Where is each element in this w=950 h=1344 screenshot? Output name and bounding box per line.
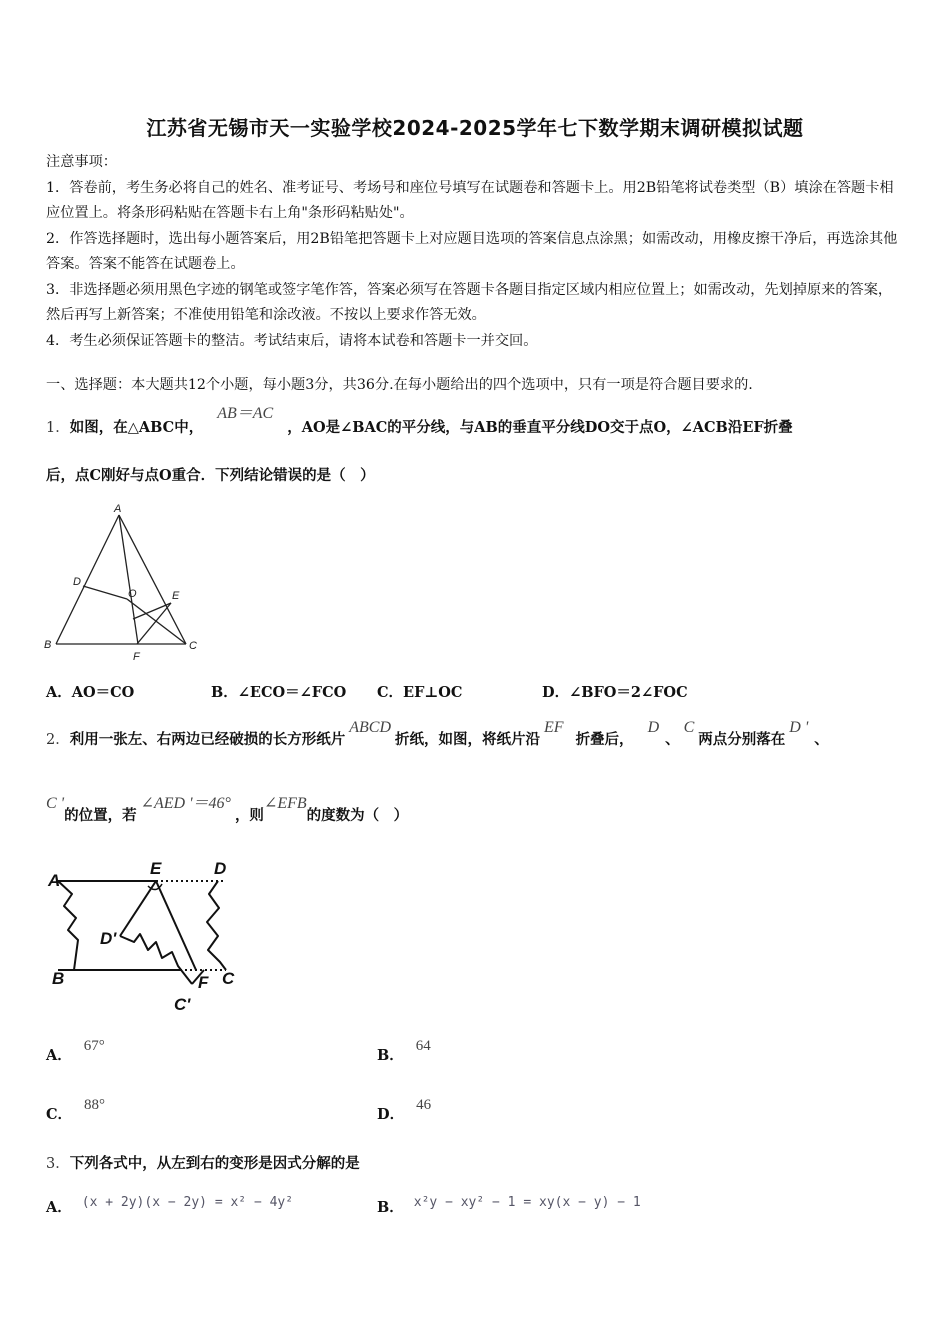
option-d: D．46 (377, 1097, 432, 1123)
math-expression: ABCD (349, 719, 392, 736)
figure-label: C' (174, 995, 191, 1014)
figure-label: C (222, 969, 235, 988)
question-number: 2． (46, 732, 70, 748)
question-1-line2: 后，点C刚好与点O重合．下列结论错误的是（ ） (46, 467, 375, 484)
option-c: C．88° (46, 1097, 106, 1123)
figure-label: A (114, 503, 122, 515)
option-a: A．67° (46, 1038, 105, 1064)
notice-item: 1．答卷前，考生务必将自己的姓名、准考证号、考场号和座位号填写在试题卷和答题卡上。用2B铅笔将试卷类型（B）填涂在答题卡相应位置上。将条形码粘贴在答题卡右上角"条形码粘贴处"。 (46, 179, 894, 221)
question-number: 1． (46, 420, 70, 436)
figure-label: F (198, 973, 209, 992)
figure-label: O (128, 588, 137, 600)
section-heading: 一、选择题：本大题共12个小题，每小题3分，共36分.在每小题给出的四个选项中，只有一项是符合题目要求的. (46, 377, 753, 393)
figure-label: D (73, 576, 81, 588)
notice-block (46, 150, 906, 354)
math-expression: D ' (789, 719, 809, 736)
question-1-line1: 1．如图，在△ABC中，AB＝AC，AO是∠BAC的平分线，与AB的垂直平分线DO交于点O，∠ACB沿EF折叠 (46, 405, 793, 436)
notice-heading: 注意事项： (46, 154, 117, 170)
option-d: D．∠BFO＝2∠FOC (542, 684, 688, 701)
notice-item: 3．非选择题必须用黑色字迹的钢笔或签字笔作答，答案必须写在答题卡各题目指定区域内相应位置上；如需改动，先划掉原来的答案，然后再写上新答案；不准使用铅笔和涂改液。不按以上要求作答无效。 (46, 281, 893, 323)
option-b: B．∠ECO＝∠FCO (211, 684, 347, 701)
figure-label: D (214, 859, 227, 878)
math-expression: D (647, 719, 660, 736)
figure-folded-rectangle (44, 854, 244, 1016)
figure-label: A (48, 871, 61, 890)
option-a: A．AO＝CO (46, 684, 135, 701)
math-expression: C ' (46, 795, 65, 812)
math-expression: C (683, 719, 695, 736)
figure-label: C (189, 640, 197, 652)
option-a: A． (x + 2y)(x − 2y) = x² − 4y² (46, 1195, 294, 1216)
math-expression: AB＝AC (217, 405, 274, 422)
figure-label: D' (100, 929, 117, 948)
page-title: 江苏省无锡市天一实验学校2024-2025学年七下数学期末调研模拟试题 (146, 116, 804, 140)
notice-item: 4．考生必须保证答题卡的整洁。考试结束后，请将本试卷和答题卡一并交回。 (46, 332, 538, 349)
figure-label: E (150, 859, 162, 878)
figure-label: B (52, 969, 65, 988)
figure-label: F (133, 651, 140, 663)
question-2-line1: 2．利用一张左、右两边已经破损的长方形纸片ABCD折纸，如图，将纸片沿EF折叠后，D、C两点分别落在D '、 (46, 719, 829, 748)
option-c: C．EF⊥OC (377, 684, 463, 701)
question-3: 3．下列各式中，从左到右的变形是因式分解的是 (46, 1155, 360, 1172)
option-b: B． x²y − xy² − 1 = xy(x − y) − 1 (377, 1195, 641, 1216)
notice-item: 2．作答选择题时，选出每小题答案后，用2B铅笔把答题卡上对应题目选项的答案信息点涂黑；如需改动，用橡皮擦干净后，再选涂其他答案。答案不能答在试题卷上。 (46, 230, 898, 272)
figure-triangle (40, 498, 210, 666)
figure-label: E (172, 590, 180, 602)
figure-label: B (44, 639, 52, 651)
question-2-line2: C '的位置，若∠AED '＝46°，则∠EFB的度数为（ ） (46, 795, 409, 824)
math-expression: ∠AED '＝46° (140, 795, 231, 812)
math-expression: EF (544, 719, 564, 736)
question-number: 3． (46, 1156, 70, 1172)
math-expression: ∠EFB (263, 795, 307, 812)
option-b: B．64 (377, 1038, 431, 1064)
